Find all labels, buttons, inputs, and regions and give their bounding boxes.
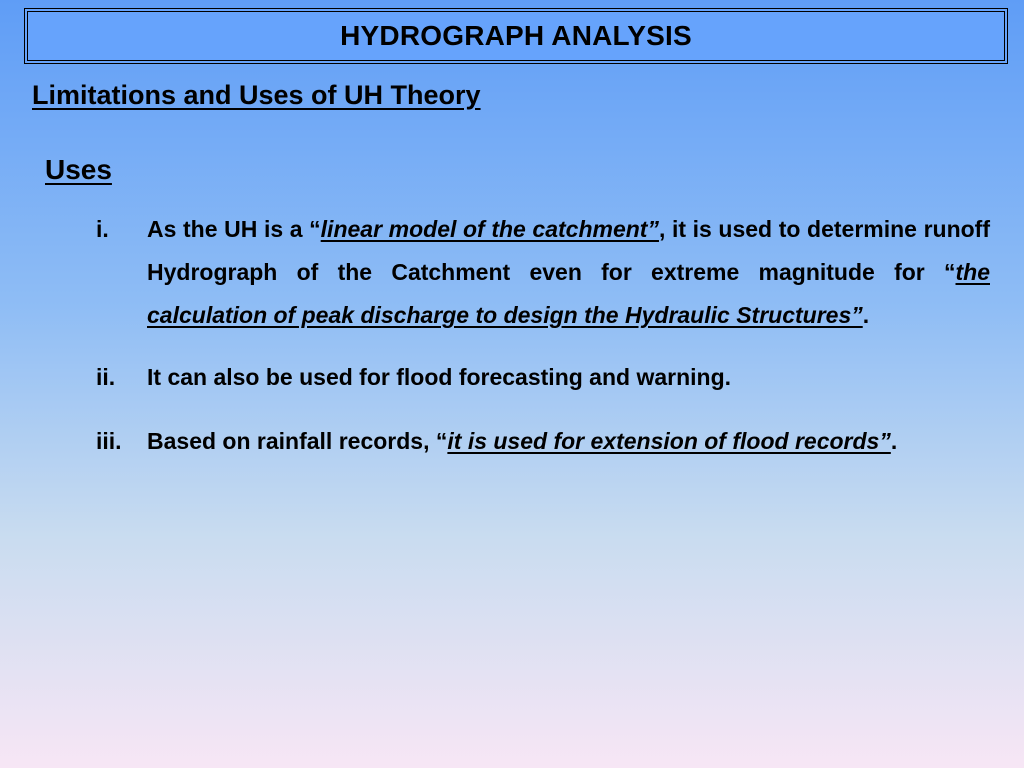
text-segment: Based on rainfall records, “ — [147, 428, 448, 454]
list-item-text — [147, 420, 990, 463]
text-segment: . — [890, 428, 898, 454]
text-segment: , it is used to determine runoff Hydrograph of the Catchment even for extreme magnitude for “ — [147, 216, 990, 285]
list-item — [96, 420, 990, 463]
slide-subtitle: Limitations and Uses of UH Theory — [32, 80, 481, 110]
uses-list — [96, 208, 990, 463]
text-segment: . — [862, 302, 870, 328]
emphasized-phrase: the calculation of peak discharge to design the Hydraulic Structures” — [147, 259, 990, 328]
list-item — [96, 356, 990, 399]
list-item-number: iii. — [96, 428, 122, 454]
text-segment: As the UH is a “ — [147, 216, 321, 242]
list-item — [96, 208, 990, 337]
title-banner — [24, 8, 1008, 64]
list-item-text: It can also be used for flood forecasting and warning. — [147, 364, 732, 390]
list-item-number: ii. — [96, 364, 116, 390]
slide-title: HYDROGRAPH ANALYSIS — [340, 20, 692, 51]
list-item-number: i. — [96, 216, 109, 242]
emphasized-phrase: linear model of the catchment” — [320, 216, 659, 242]
emphasized-phrase: it is used for extension of flood records” — [447, 428, 891, 454]
list-item-text — [147, 208, 990, 337]
section-heading-uses: Uses — [45, 154, 112, 185]
